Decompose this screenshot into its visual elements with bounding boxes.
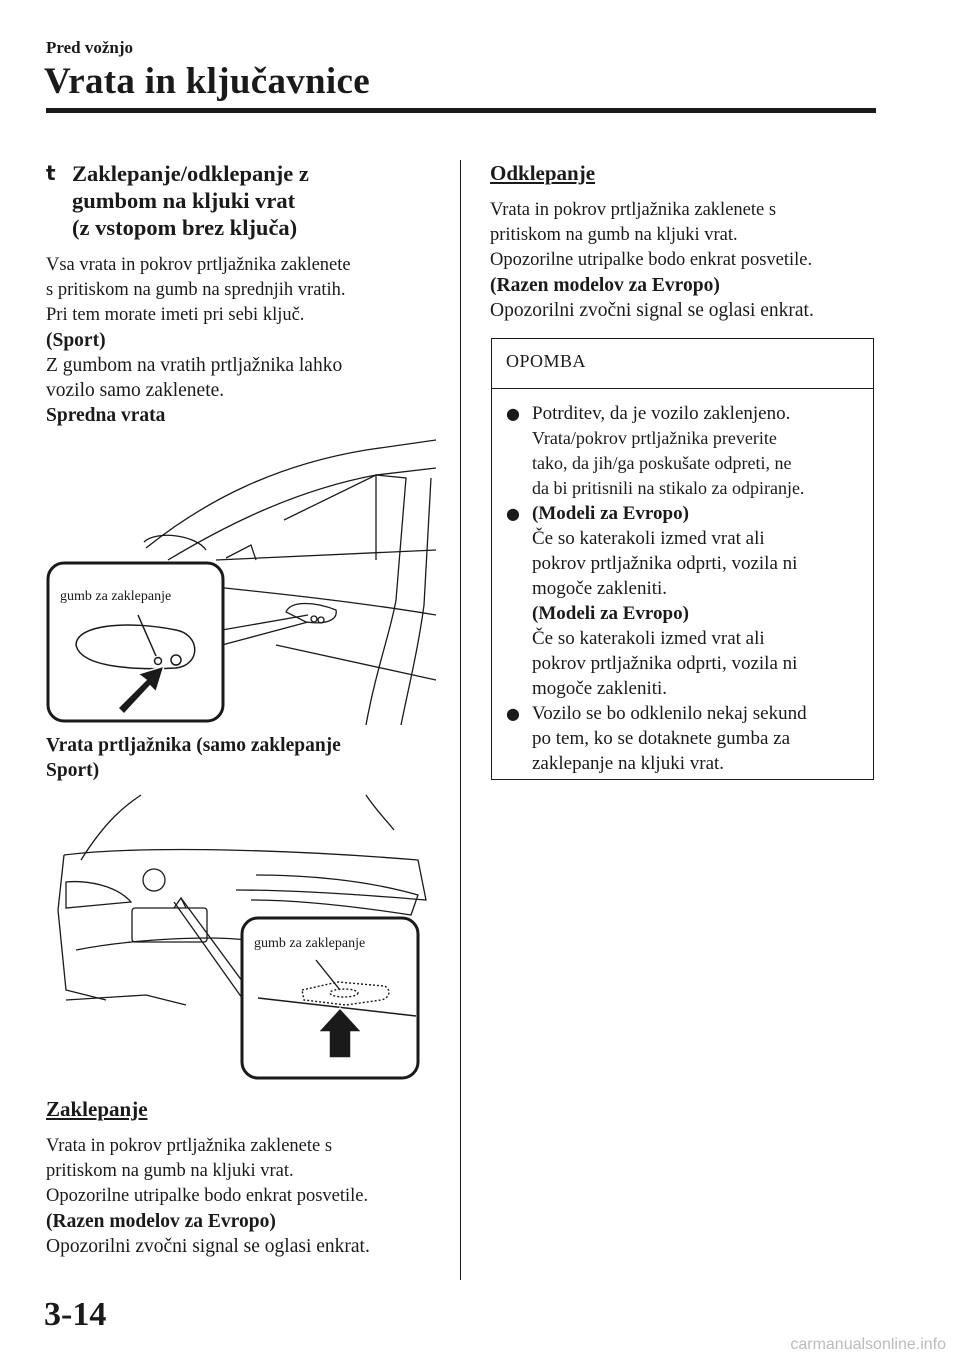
sport-text: Z gumbom na vratih prtljažnika lahko vozilo samo zaklenete. xyxy=(46,355,343,401)
page-title: Vrata in ključavnice xyxy=(44,61,370,102)
section-label: Pred vožnjo xyxy=(46,38,134,57)
locking-region-text: Opozorilni zvočni signal se oglasi enkrat. xyxy=(46,1236,370,1257)
left-column xyxy=(46,160,446,428)
bullet-icon: ● xyxy=(506,704,520,723)
note-item: ● Vozilo se bo odklenilo nekaj sekund po tem, ko se dotaknete gumba za zaklepanje na kljuki vrat. xyxy=(506,703,807,774)
note-item: ● (Modeli za Evropo) Če so katerakoli izmed vrat ali pokrov prtljažnika odprti, vozila ni mogoče zakleniti. (Modeli za Evropo) Če so katerakoli izmed vrat ali pokrov prtljažnika odprti, vozila ni mogoče zakleniti. xyxy=(506,503,798,699)
section-heading xyxy=(46,160,446,241)
locking-text: Vrata in pokrov prtljažnika zaklenete s pritiskom na gumb na kljuki vrat. Opozorilne utripalke bodo enkrat posvetile. xyxy=(46,1136,369,1206)
note-title: OPOMBA xyxy=(492,339,873,389)
watermark: carmanualsonline.info xyxy=(790,1336,946,1353)
heading-bullet: t xyxy=(46,161,56,185)
sport-label: (Sport) xyxy=(46,330,106,351)
unlocking-region-label: (Razen modelov za Evropo) xyxy=(490,275,720,296)
rear-callout-label: gumb za zaklepanje xyxy=(254,936,366,951)
bullet-icon: ● xyxy=(506,404,520,423)
column-divider xyxy=(460,160,461,1280)
unlocking-section xyxy=(490,160,880,323)
heading-text: Zaklepanje/odklepanje z gumbom na kljuki vrat (z vstopom brez ključa) xyxy=(72,161,309,240)
note-item: ● Potrditev, da je vozilo zaklenjeno. Vrata/pokrov prtljažnika preverite tako, da jih/ga poskušate odpreti, ne da bi pritisnili na stikalo za odpiranje. xyxy=(506,401,863,501)
title-rule xyxy=(46,108,876,113)
locking-title: Zaklepanje xyxy=(46,1097,148,1121)
front-door-illustration xyxy=(46,430,436,725)
note-box xyxy=(491,338,874,780)
locking-region-label: (Razen modelov za Evropo) xyxy=(46,1211,276,1232)
bullet-icon: ● xyxy=(506,504,520,523)
rear-door-label: Vrata prtljažnika (samo zaklepanje Sport) xyxy=(46,735,341,781)
page-number: 3-14 xyxy=(44,1296,107,1333)
unlocking-title: Odklepanje xyxy=(490,161,596,185)
front-callout-label: gumb za zaklepanje xyxy=(60,589,172,604)
front-door-label: Spredna vrata xyxy=(46,405,166,426)
unlocking-text: Vrata in pokrov prtljažnika zaklenete s pritiskom na gumb na kljuki vrat. Opozorilne utripalke bodo enkrat posvetile. xyxy=(490,200,813,270)
unlocking-region-text: Opozorilni zvočni signal se oglasi enkrat. xyxy=(490,300,814,321)
tailgate-illustration xyxy=(46,790,436,1085)
intro-text: Vsa vrata in pokrov prtljažnika zaklenete s pritiskom na gumb na sprednjih vratih. Pri tem morate imeti pri sebi ključ. xyxy=(46,255,351,325)
note-body xyxy=(492,389,873,776)
locking-section xyxy=(46,1096,456,1259)
